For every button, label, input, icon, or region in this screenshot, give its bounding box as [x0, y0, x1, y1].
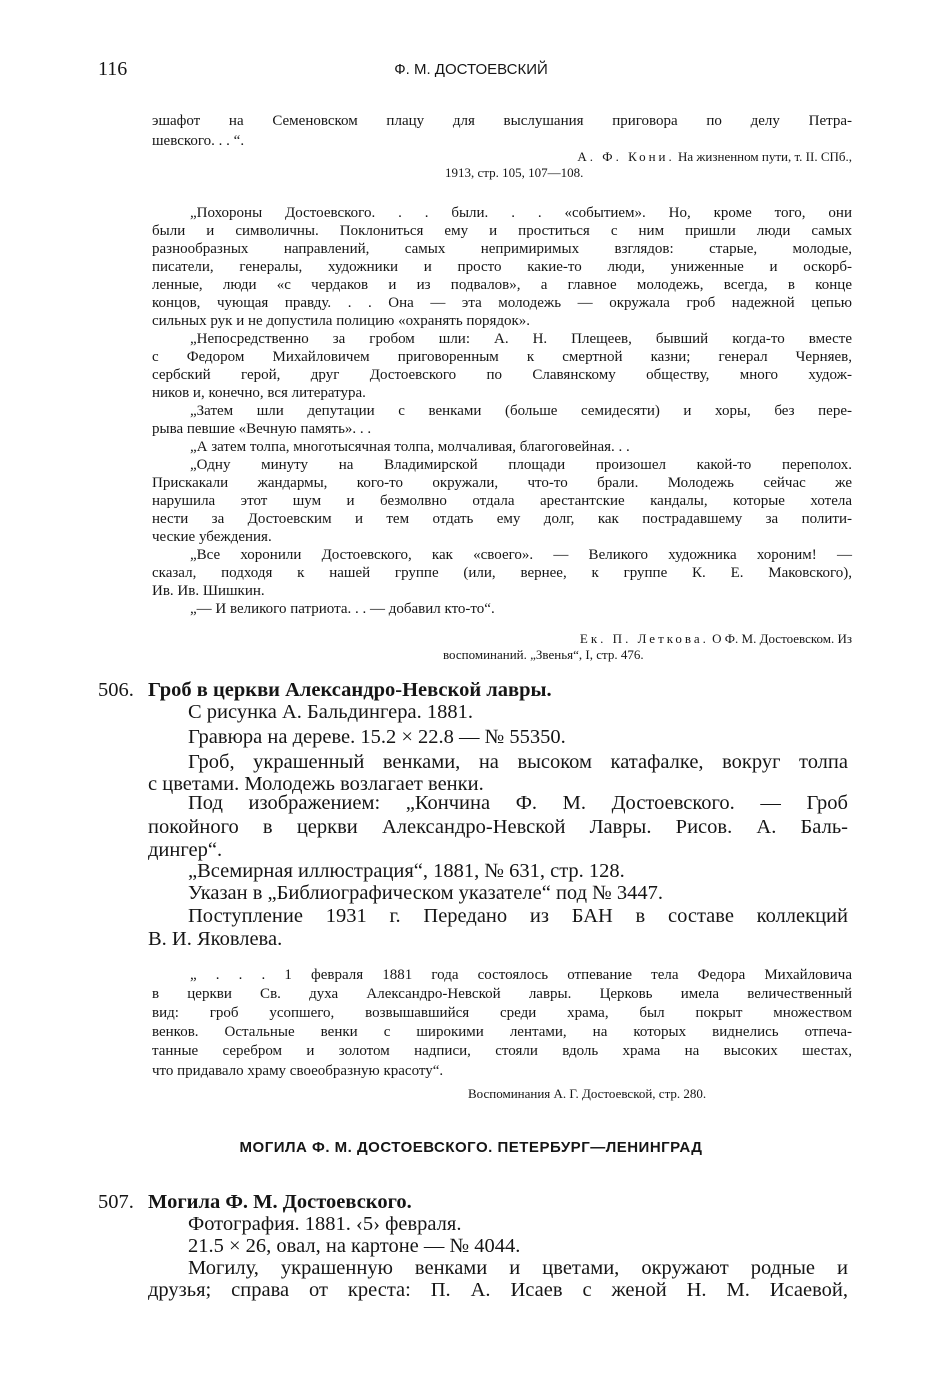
text-line: шевского. . . “.	[152, 133, 245, 149]
entry-title: Гроб в церкви Александро-Невской лавры.	[148, 679, 552, 701]
text-line: „Затем шли депутации с венками (больше семидесяти) и хоры, без пере-	[190, 403, 852, 419]
text-line: нести за Достоевским и тем отдать ему долг, как пострадавшему за полити-	[152, 511, 852, 527]
text-line: танные серебром и золотом надписи, стояли вдоль храма на высоких шестах,	[152, 1043, 852, 1059]
text-line: „ . . . 1 февраля 1881 года состоялось отпевание тела Федора Михайловича	[190, 967, 852, 983]
citation-source: О Ф. М. Достоевском. Из	[712, 631, 852, 646]
running-head: Ф. М. ДОСТОЕВСКИЙ	[394, 61, 548, 78]
text-line: „— И великого патриота. . . — добавил кто-то“.	[190, 601, 495, 617]
entry-number: 507.	[98, 1191, 134, 1213]
citation-author: А. Ф. Кони.	[577, 149, 675, 164]
text-line: сказал, подходя к нашей группе (или, вернее, к группе К. Е. Маковского),	[152, 565, 852, 581]
citation: Воспоминания А. Г. Достоевской, стр. 280.	[468, 1086, 707, 1101]
text-line: Гравюра на дереве. 15.2 × 22.8 — № 55350.	[188, 726, 566, 748]
text-line: венков. Остальные венки с широкими лентами, на которых виднелись отпеча-	[152, 1024, 852, 1040]
citation-author: Ек. П. Леткова.	[579, 631, 709, 646]
text-line: „Всемирная иллюстрация“, 1881, № 631, стр. 128.	[188, 860, 625, 882]
text-line: писатели, генералы, художники и просто какие-то люди, униженные и оскорб-	[152, 259, 852, 275]
text-line: рыва певшие «Вечную память». . .	[152, 421, 372, 437]
section-heading: МОГИЛА Ф. М. ДОСТОЕВСКОГО. ПЕТЕРБУРГ—ЛЕНИНГРАД	[239, 1139, 703, 1156]
text-line: покойного в церкви Александро-Невской Лавры. Рисов. А. Баль-	[148, 816, 848, 838]
citation	[443, 631, 852, 647]
text-line: 21.5 × 26, овал, на картоне — № 4044.	[188, 1235, 521, 1257]
text-line: в церкви Св. духа Александро-Невской лавры. Церковь имела величественный	[152, 986, 852, 1002]
text-line: концов, чующая правду. . . Она — эта молодежь — окружала гроб надежной цепью	[152, 295, 852, 311]
text-line: Поступление 1931 г. Передано из БАН в составе коллекций	[188, 905, 848, 927]
citation	[445, 149, 852, 165]
entry-title: Могила Ф. М. Достоевского.	[148, 1191, 412, 1213]
text-line: В. И. Яковлева.	[148, 928, 283, 950]
text-line: с цветами. Молодежь возлагает венки.	[148, 773, 484, 795]
citation-line: воспоминаний. „Звенья“, I, стр. 476.	[443, 647, 644, 662]
text-line: были и символичны. Поклониться ему и проститься с ним пришли люди самых	[152, 223, 852, 239]
text-line: Прискакали жандармы, кого-то окружали, что-то брали. Молодежь сейчас же	[152, 475, 852, 491]
text-line: „А затем толпа, многотысячная толпа, молчаливая, благоговейная. . .	[190, 439, 630, 455]
text-line: ленные, люди «с чердаков и из подвалов», а главное молодежь, всегда, в конце	[152, 277, 852, 293]
text-line: „Одну минуту на Владимирской площади произошел какой-то переполох.	[190, 457, 852, 473]
text-line: Под изображением: „Кончина Ф. М. Достоевского. — Гроб	[188, 792, 848, 814]
text-line: сербский герой, друг Достоевского по Славянскому обществу, много худож-	[152, 367, 852, 383]
text-line: эшафот на Семеновском плацу для выслушания приговора по делу Петра-	[152, 113, 852, 129]
text-line: дингер“.	[148, 839, 223, 861]
entry-number: 506.	[98, 679, 134, 701]
page-number: 116	[98, 58, 128, 80]
text-line: Могилу, украшенную венками и цветами, окружают родные и	[188, 1257, 848, 1279]
text-line: „Все хоронили Достоевского, как «своего». — Великого художника хороним! —	[190, 547, 852, 563]
text-line: Указан в „Библиографическом указателе“ под № 3447.	[188, 882, 663, 904]
text-line: Гроб, украшенный венками, на высоком катафалке, вокруг толпа	[188, 751, 848, 773]
text-line: что придавало храму своеобразную красоту“.	[152, 1063, 444, 1079]
citation-source: На жизненном пути, т. II. СПб.,	[678, 149, 852, 164]
text-line: ников и, конечно, вся литература.	[152, 385, 366, 401]
text-line: с Федором Михайловичем приговоренным к смертной казни; генерал Черняев,	[152, 349, 852, 365]
text-line: Ив. Ив. Шишкин.	[152, 583, 265, 599]
text-line: ческие убеждения.	[152, 529, 272, 545]
text-line: „Непосредственно за гробом шли: А. Н. Плещеев, бывший когда-то вместе	[190, 331, 852, 347]
text-line: Фотография. 1881. ‹5› февраля.	[188, 1213, 462, 1235]
text-line: друзья; справа от креста: П. А. Исаев с женой Н. М. Исаевой,	[148, 1279, 848, 1301]
citation-line: 1913, стр. 105, 107—108.	[445, 165, 584, 180]
text-line: вид: гроб усопшего, возвышавшийся среди храма, был покрыт множеством	[152, 1005, 852, 1021]
text-line: сильных рук и не допустила полицию «охранять порядок».	[152, 313, 531, 329]
text-line: нарушила этот шум и безмолвно отдала арестантские кандалы, которые хотела	[152, 493, 852, 509]
text-line: С рисунка А. Бальдингера. 1881.	[188, 701, 473, 723]
text-line: разнообразных направлений, самых непримиримых взглядов: старые, молодые,	[152, 241, 852, 257]
text-line: „Похороны Достоевского. . . были. . . «событием». Но, кроме того, они	[190, 205, 852, 221]
